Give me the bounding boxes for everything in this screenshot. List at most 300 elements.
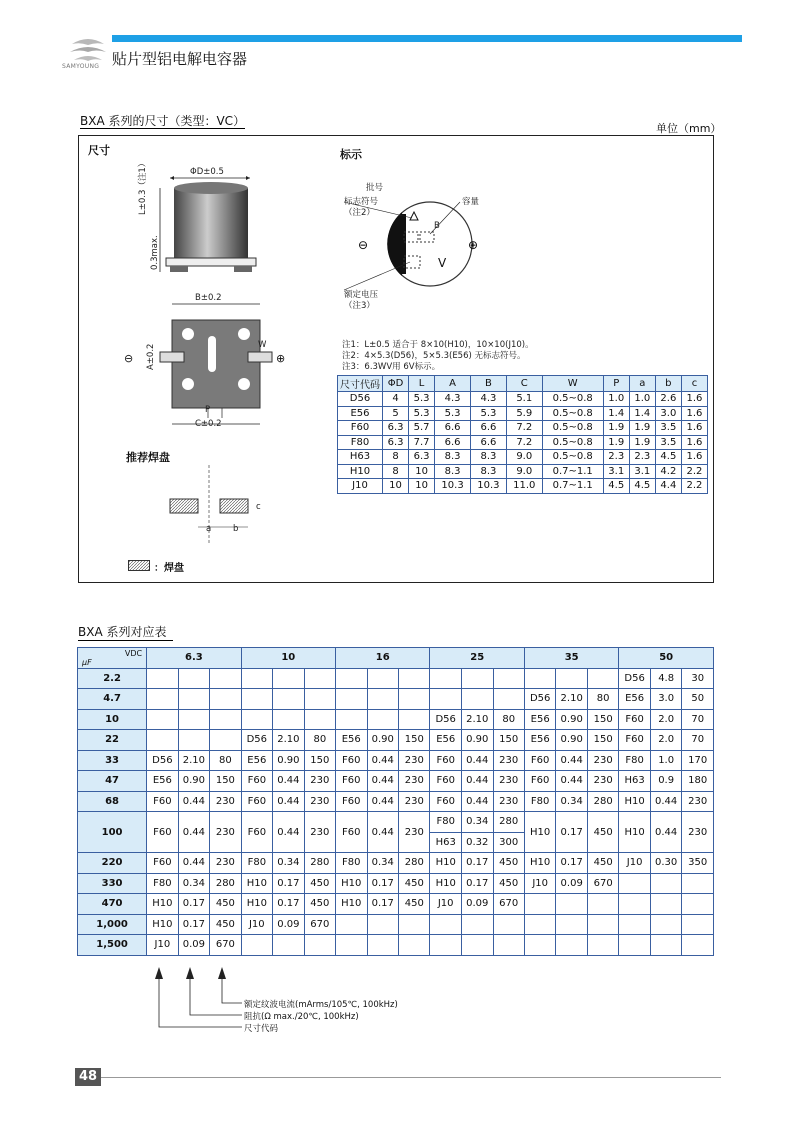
spec-cell: [493, 689, 524, 710]
capacitance-cell: 470: [78, 894, 147, 915]
spec-cell: [241, 668, 272, 689]
spec-cell: 0.44: [178, 853, 210, 874]
spec-cell: 0.17: [273, 894, 305, 915]
dimension-cell: J10: [338, 479, 383, 494]
spec-cell: F60: [524, 771, 555, 792]
spec-cell: 0.44: [556, 771, 588, 792]
spec-cell: [682, 935, 714, 956]
spec-cell: 0.34: [556, 791, 588, 812]
spec-cell: [430, 935, 461, 956]
spec-cell: F80: [336, 853, 367, 874]
spec-cell: D56: [241, 730, 272, 751]
header-cell: a: [629, 376, 655, 392]
spec-cell: [682, 873, 714, 894]
spec-cell: [336, 935, 367, 956]
spec-cell: 70: [682, 730, 714, 751]
spec-cell: [210, 689, 241, 710]
spec-cell: J10: [524, 873, 555, 894]
spec-cell: 1.0: [650, 750, 682, 771]
spec-cell: 230: [304, 812, 335, 853]
dimension-cell: 6.6: [435, 435, 471, 450]
spec-cell: [304, 709, 335, 730]
spec-cell: 450: [304, 894, 335, 915]
dimension-table-header: [338, 376, 708, 392]
spec-cell: 0.44: [273, 812, 305, 853]
section-title-dimensions: BXA 系列的尺寸（类型：VC）: [80, 114, 246, 128]
note2-ref: （注2）: [344, 208, 375, 218]
header-cell: A: [435, 376, 471, 392]
dimension-cell: 4.5: [629, 479, 655, 494]
capacitance-row: [78, 771, 714, 792]
dimension-cell: 10: [409, 479, 435, 494]
section-underline: [78, 640, 173, 641]
spec-cell: 0.44: [556, 750, 588, 771]
dimension-cell: E56: [338, 406, 383, 421]
spec-cell: D56: [619, 668, 650, 689]
spec-cell: D56: [430, 709, 461, 730]
spec-cell: 0.44: [367, 812, 399, 853]
w-label: W: [258, 340, 267, 350]
spec-cell: 0.09: [273, 914, 305, 935]
dimension-cell: 0.5~0.8: [542, 450, 603, 465]
spec-cell: [147, 730, 178, 751]
spec-cell: 30: [682, 668, 714, 689]
note3-ref: （注3）: [344, 301, 375, 311]
voltage-header: 50: [619, 648, 714, 669]
dimension-cell: 5.3: [435, 406, 471, 421]
voltage-header: 6.3: [147, 648, 241, 669]
spec-cell: [273, 709, 305, 730]
spec-cell: [241, 689, 272, 710]
spec-cell: 0.34: [367, 853, 399, 874]
spec-cell: [336, 689, 367, 710]
spec-cell: [587, 894, 618, 915]
spec-cell: 0.17: [367, 873, 399, 894]
capacitance-cell: 100: [78, 812, 147, 853]
spec-cell: [650, 894, 682, 915]
spec-cell: 2.10: [556, 689, 588, 710]
spec-cell: F60: [336, 771, 367, 792]
spec-cell: 280: [210, 873, 241, 894]
pad-legend-swatch-icon: [128, 560, 150, 571]
spec-cell: 0.44: [461, 791, 493, 812]
spec-cell: 350: [682, 853, 714, 874]
spec-cell: D56: [147, 750, 178, 771]
note-2: 注2：4×5.3(D56)，5×5.3(E56) 无标志符号。: [342, 351, 526, 361]
header-cell: ΦD: [383, 376, 409, 392]
spec-cell: 670: [304, 914, 335, 935]
spec-cell: 0.34: [178, 873, 210, 894]
capacity-label: 容量: [462, 197, 480, 207]
spec-cell: [430, 668, 461, 689]
dimension-cell: 8.3: [470, 450, 506, 465]
dimension-cell: 3.0: [655, 406, 681, 421]
phi-d-label: ΦD±0.5: [190, 167, 224, 177]
pad-a-label: a: [206, 524, 212, 534]
legend-size-code: 尺寸代码: [244, 1024, 279, 1034]
spec-cell: J10: [430, 894, 461, 915]
spec-cell: 230: [304, 771, 335, 792]
spec-cell: [336, 709, 367, 730]
spec-cell: 230: [493, 750, 524, 771]
spec-cell: 0.44: [367, 750, 399, 771]
spec-cell: H63: [619, 771, 650, 792]
spec-cell: [556, 894, 588, 915]
spec-cell: 450: [493, 873, 524, 894]
spec-cell: 450: [399, 894, 430, 915]
spec-cell: D56: [524, 689, 555, 710]
dimension-table-row: [338, 464, 708, 479]
capacitance-cell: 4.7: [78, 689, 147, 710]
dimension-cell: 9.0: [506, 450, 542, 465]
spec-cell: 0.44: [367, 771, 399, 792]
header-cell: 尺寸代码: [338, 376, 383, 392]
spec-cell: E56: [430, 730, 461, 751]
dimension-cell: 2.2: [681, 464, 707, 479]
spec-cell: [147, 689, 178, 710]
header-cell: C: [506, 376, 542, 392]
dimension-cell: 4.4: [655, 479, 681, 494]
header-cell: L: [409, 376, 435, 392]
spec-cell: [399, 709, 430, 730]
table-corner: [78, 648, 147, 669]
spec-cell: [650, 935, 682, 956]
dimension-cell: 5.3: [470, 406, 506, 421]
dimension-cell: 4.3: [435, 392, 471, 407]
spec-cell: [587, 935, 618, 956]
dimension-cell: 7.2: [506, 421, 542, 436]
capacitor-bottom-view-diagram: [140, 300, 290, 430]
dimension-cell: 1.6: [681, 435, 707, 450]
spec-cell: [430, 689, 461, 710]
spec-cell: 70: [682, 709, 714, 730]
vdc-label: VDC: [124, 649, 143, 658]
spec-cell: 0.90: [556, 730, 588, 751]
dimension-cell: 1.4: [629, 406, 655, 421]
spec-cell: 230: [587, 771, 618, 792]
dimension-cell: D56: [338, 392, 383, 407]
spec-cell: E56: [524, 730, 555, 751]
dimension-cell: 10.3: [470, 479, 506, 494]
capacitance-cell: 220: [78, 853, 147, 874]
spec-cell: 230: [682, 812, 714, 853]
dimension-cell: 8: [383, 464, 409, 479]
capacitance-cell: 1,000: [78, 914, 147, 935]
dimension-cell: 0.5~0.8: [542, 392, 603, 407]
dimension-table: [337, 375, 708, 494]
header-accent-bar: [112, 35, 742, 42]
spec-cell: [556, 914, 588, 935]
spec-cell: [619, 914, 650, 935]
dimension-cell: 8.3: [470, 464, 506, 479]
spec-cell: 150: [587, 709, 618, 730]
spec-cell: H10: [147, 894, 178, 915]
uf-label: μF: [82, 657, 92, 667]
logo-mark-label: 标志符号: [344, 197, 379, 207]
dimension-cell: 1.9: [603, 435, 629, 450]
b-label: B±0.2: [195, 293, 222, 303]
spec-cell: F60: [619, 709, 650, 730]
spec-cell: [304, 668, 335, 689]
capacitance-row: [78, 709, 714, 730]
spec-cell: [336, 668, 367, 689]
spec-cell: 0.44: [273, 791, 305, 812]
section-title-correspondence: BXA 系列对应表: [78, 625, 167, 639]
p-label: P: [205, 405, 211, 415]
correspondence-table: [77, 647, 714, 956]
spec-cell: [399, 668, 430, 689]
dimension-cell: 10: [383, 479, 409, 494]
spec-cell: 0.44: [178, 791, 210, 812]
voltage-label: 额定电压: [344, 290, 379, 300]
spec-cell: 230: [210, 812, 241, 853]
spec-cell: E56: [619, 689, 650, 710]
dimension-cell: 2.3: [629, 450, 655, 465]
spec-cell: [587, 914, 618, 935]
spec-cell: 230: [399, 771, 430, 792]
spec-cell: 80: [304, 730, 335, 751]
capacitance-row: [78, 935, 714, 956]
spec-cell: F60: [147, 853, 178, 874]
note-3: 注3：6.3WV用 6V标示。: [342, 362, 441, 372]
capacitance-cell: 68: [78, 791, 147, 812]
footer-rule: [101, 1077, 721, 1078]
spec-cell: 280: [399, 853, 430, 874]
marking-heading: 标示: [340, 148, 362, 161]
spec-cell: [304, 689, 335, 710]
spec-cell: J10: [619, 853, 650, 874]
spec-cell: [650, 914, 682, 935]
dimension-cell: 3.5: [655, 421, 681, 436]
capacitance-cell: 47: [78, 771, 147, 792]
dimension-table-row: [338, 479, 708, 494]
spec-cell: 0.44: [461, 771, 493, 792]
spec-cell: 0.44: [461, 750, 493, 771]
spec-cell: 0.17: [178, 914, 210, 935]
spec-cell: [619, 873, 650, 894]
dimension-cell: 8: [383, 450, 409, 465]
dimension-cell: 3.1: [603, 464, 629, 479]
voltage-header: 25: [430, 648, 524, 669]
spec-cell: 0.17: [461, 873, 493, 894]
spec-cell: [367, 935, 399, 956]
capacitance-cell: 10: [78, 709, 147, 730]
spec-cell: F60: [241, 812, 272, 853]
spec-cell: [556, 935, 588, 956]
spec-cell: 2.0: [650, 709, 682, 730]
spec-cell: F80: [524, 791, 555, 812]
spec-cell: J10: [147, 935, 178, 956]
spec-cell: [210, 709, 241, 730]
dimension-table-row: [338, 450, 708, 465]
spec-cell: [493, 914, 524, 935]
spec-cell: F60: [619, 730, 650, 751]
spec-cell: [399, 935, 430, 956]
spec-cell: 0.17: [461, 853, 493, 874]
spec-cell: F80: [430, 812, 461, 833]
dimension-cell: 9.0: [506, 464, 542, 479]
dimension-cell: 4.5: [655, 450, 681, 465]
spec-cell: 0.34: [461, 812, 493, 833]
legend-arrows-diagram: [150, 965, 250, 1035]
spec-cell: 230: [210, 791, 241, 812]
spec-cell: 670: [587, 873, 618, 894]
spec-cell: [399, 914, 430, 935]
spec-cell: H10: [241, 873, 272, 894]
dimension-cell: 10: [409, 464, 435, 479]
spec-cell: [682, 894, 714, 915]
spec-cell: 0.9: [650, 771, 682, 792]
capacitance-row: [78, 812, 714, 833]
voltage-header: 10: [241, 648, 335, 669]
spec-cell: [524, 668, 555, 689]
spec-cell: 80: [587, 689, 618, 710]
spec-cell: J10: [241, 914, 272, 935]
spec-cell: [273, 935, 305, 956]
spec-cell: 80: [493, 709, 524, 730]
capacitance-row: [78, 853, 714, 874]
capacitance-row: [78, 750, 714, 771]
dimension-cell: 2.6: [655, 392, 681, 407]
voltage-header-row: [78, 648, 714, 669]
dimension-cell: 4.5: [603, 479, 629, 494]
spec-cell: 670: [493, 894, 524, 915]
dimension-cell: F80: [338, 435, 383, 450]
pad-b-label: b: [233, 524, 239, 534]
spec-cell: 0.44: [273, 771, 305, 792]
spec-cell: [399, 689, 430, 710]
spec-cell: [461, 689, 493, 710]
spec-cell: 2.10: [273, 730, 305, 751]
spec-cell: 150: [493, 730, 524, 751]
spec-cell: H10: [619, 791, 650, 812]
series-mark: B: [434, 221, 440, 231]
spec-cell: [210, 668, 241, 689]
dimension-cell: 5.9: [506, 406, 542, 421]
dimension-cell: 1.6: [681, 406, 707, 421]
spec-cell: F80: [241, 853, 272, 874]
spec-cell: H10: [430, 853, 461, 874]
spec-cell: 50: [682, 689, 714, 710]
spec-cell: 280: [304, 853, 335, 874]
spec-cell: 0.90: [178, 771, 210, 792]
spec-cell: [493, 935, 524, 956]
plus-terminal-icon: ⊕: [276, 352, 286, 365]
spec-cell: [304, 935, 335, 956]
max-label: 0.3max.: [150, 235, 160, 270]
pad-legend-label: ：焊盘: [154, 563, 184, 574]
spec-cell: [336, 914, 367, 935]
spec-cell: 0.44: [650, 791, 682, 812]
spec-cell: 230: [399, 750, 430, 771]
dimension-cell: 0.7~1.1: [542, 464, 603, 479]
spec-cell: H10: [336, 873, 367, 894]
spec-cell: [461, 935, 493, 956]
spec-cell: H10: [147, 914, 178, 935]
spec-cell: [619, 894, 650, 915]
spec-cell: [147, 709, 178, 730]
spec-cell: 230: [210, 853, 241, 874]
spec-cell: E56: [147, 771, 178, 792]
dimension-cell: 8.3: [435, 450, 471, 465]
spec-cell: [178, 668, 210, 689]
spec-cell: 180: [682, 771, 714, 792]
spec-cell: 230: [682, 791, 714, 812]
dimension-cell: 0.5~0.8: [542, 406, 603, 421]
dimension-cell: 1.4: [603, 406, 629, 421]
logo-text: SAMYOUNG: [62, 63, 100, 70]
dimension-cell: 4.3: [470, 392, 506, 407]
dimension-cell: 6.6: [470, 435, 506, 450]
spec-cell: 280: [493, 812, 524, 833]
spec-cell: 0.17: [556, 853, 588, 874]
dimension-cell: 2.3: [603, 450, 629, 465]
spec-cell: 0.17: [367, 894, 399, 915]
document-title: 贴片型铝电解电容器: [112, 50, 248, 68]
capacitance-cell: 33: [78, 750, 147, 771]
dimension-cell: 6.6: [435, 421, 471, 436]
spec-cell: [147, 668, 178, 689]
page-number: 48: [75, 1068, 101, 1086]
spec-cell: H63: [430, 832, 461, 853]
dimensions-heading: 尺寸: [88, 144, 110, 157]
spec-cell: 150: [304, 750, 335, 771]
spec-cell: E56: [524, 709, 555, 730]
minus-terminal-icon: ⊖: [124, 352, 134, 365]
spec-cell: 2.10: [461, 709, 493, 730]
dimension-cell: 6.6: [470, 421, 506, 436]
spec-cell: 0.32: [461, 832, 493, 853]
spec-cell: [556, 668, 588, 689]
svg-text:⊖: ⊖: [358, 238, 369, 252]
dimension-cell: 6.3: [383, 435, 409, 450]
capacitance-cell: 22: [78, 730, 147, 751]
spec-cell: 450: [587, 812, 618, 853]
spec-cell: [461, 668, 493, 689]
dimension-cell: 5.3: [409, 406, 435, 421]
spec-cell: F60: [430, 771, 461, 792]
dimension-cell: 5.3: [409, 392, 435, 407]
capacitance-row: [78, 873, 714, 894]
dimension-cell: 1.0: [629, 392, 655, 407]
spec-cell: [241, 935, 272, 956]
capacitance-row: [78, 730, 714, 751]
spec-cell: 230: [587, 750, 618, 771]
dimension-cell: 11.0: [506, 479, 542, 494]
spec-cell: F60: [430, 791, 461, 812]
spec-cell: [587, 668, 618, 689]
spec-cell: 230: [399, 812, 430, 853]
spec-cell: 0.17: [556, 812, 588, 853]
spec-cell: 280: [587, 791, 618, 812]
header-cell: b: [655, 376, 681, 392]
dimension-cell: 3.1: [629, 464, 655, 479]
spec-cell: 450: [399, 873, 430, 894]
spec-cell: F80: [147, 873, 178, 894]
legend-ripple-current: 额定纹波电流(mArms/105℃, 100kHz): [244, 1000, 398, 1010]
spec-cell: [619, 935, 650, 956]
dimension-cell: 5: [383, 406, 409, 421]
voltage-mark: V: [438, 256, 447, 270]
spec-cell: [367, 689, 399, 710]
spec-cell: F60: [147, 791, 178, 812]
capacitance-cell: 2.2: [78, 668, 147, 689]
dimension-cell: 1.6: [681, 421, 707, 436]
dimension-cell: 7.7: [409, 435, 435, 450]
dimension-table-row: [338, 435, 708, 450]
dimension-table-row: [338, 392, 708, 407]
header-cell: B: [470, 376, 506, 392]
